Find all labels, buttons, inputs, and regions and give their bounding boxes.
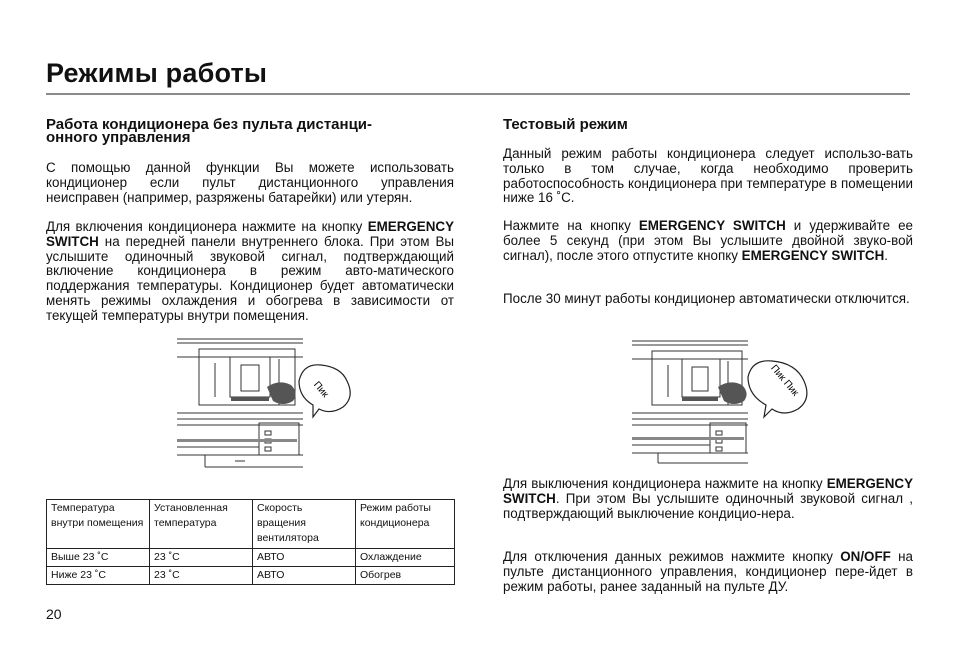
- table-header-cell: Установленная температура: [150, 500, 253, 549]
- table-row: [47, 549, 455, 567]
- table-header-cell: Скорость вращения вентилятора: [253, 500, 356, 549]
- left-paragraph-2-text-b: на передней панели внутреннего блока. При этом Вы услышите одиночный звуковой сигнал, подтверждающий включение кондиционера в режим авто-матического поддержания температуры. Кондиционер будет автоматически менять режимы охлаждения и обогрева в зависимости от текущей температуры внутри помещения.: [46, 233, 454, 323]
- table-header-row: [47, 500, 455, 549]
- title-divider: [46, 93, 910, 95]
- right-paragraph-4: [503, 477, 913, 521]
- right-paragraph-2: [503, 219, 913, 263]
- page-title: Режимы работы: [46, 58, 268, 88]
- right-paragraph-2-text-b: и удерживайте ее более 5 секунд (при этом Вы услышите двойной звуко-вой сигнал), после этого отпустите кнопку: [503, 218, 913, 263]
- emergency-switch-label: EMERGENCY SWITCH: [503, 476, 913, 506]
- left-paragraph-2-text-a: Для включения кондиционера нажмите на кнопку: [46, 219, 368, 234]
- right-paragraph-5-text-a: Для отключения данных режимов нажмите кнопку: [503, 549, 841, 564]
- right-paragraph-3: После 30 минут работы кондиционер автоматически отключится.: [503, 291, 910, 306]
- right-paragraph-4-text-b: . При этом Вы услышите одиночный звуковой сигнал , подтверждающий выключение кондицио-нера.: [503, 490, 913, 521]
- table-cell: Ниже 23 ˚С: [47, 567, 150, 585]
- table-row: [47, 567, 455, 585]
- emergency-switch-label: EMERGENCY SWITCH: [741, 247, 885, 263]
- left-paragraph-2: [46, 220, 454, 324]
- right-paragraph-1: Данный режим работы кондиционера следует использо-вать только в том случае, когда необходимо проверить работоспособность кондиционера при температуре в помещении ниже 16 ˚С.: [503, 146, 913, 206]
- mode-table: [46, 499, 455, 585]
- table-cell: Охлаждение: [356, 549, 455, 567]
- right-paragraph-5: [503, 550, 913, 594]
- bubble-text: Пик: [310, 379, 331, 400]
- table-cell: 23 ˚С: [150, 567, 253, 585]
- right-paragraph-5-text-b: на пульте дистанционного управления, кондиционер пере-йдет в режим работы, ранее заданный на пульте ДУ.: [503, 549, 913, 594]
- page-number: 20: [46, 606, 62, 622]
- table-cell: Выше 23 ˚С: [47, 549, 150, 567]
- pressing-finger-icon: [267, 382, 296, 404]
- table-cell: АВТО: [253, 567, 356, 585]
- table-cell: 23 ˚С: [150, 549, 253, 567]
- table-cell: Обогрев: [356, 567, 455, 585]
- left-heading-line2: онного управления: [46, 129, 191, 146]
- table-header-cell: Температура внутри помещения: [47, 500, 150, 549]
- emergency-switch-label: EMERGENCY SWITCH: [46, 219, 454, 249]
- right-paragraph-4-text-a: Для выключения кондиционера нажмите на кнопку: [503, 476, 827, 491]
- right-paragraph-2-text-a: Нажмите на кнопку: [503, 218, 639, 233]
- on-off-label: ON/OFF: [840, 549, 891, 564]
- right-paragraph-2-text-c: .: [884, 247, 888, 263]
- left-section-heading: [46, 118, 454, 144]
- indoor-unit-illustration-right: [630, 337, 820, 467]
- pressing-finger-icon: [718, 382, 747, 404]
- table-header-cell: Режим работы кондиционера: [356, 500, 455, 549]
- table-cell: АВТО: [253, 549, 356, 567]
- indoor-unit-illustration-left: [175, 335, 375, 470]
- left-heading-line1: Работа кондиционера без пульта дистанци-: [46, 116, 373, 133]
- left-paragraph-1: С помощью данной функции Вы можете использовать кондиционер если пульт дистанционного управления неисправен (например, разряжены батарейки) или утерян.: [46, 160, 454, 205]
- bubble-text: Пик Пик: [768, 362, 801, 399]
- emergency-switch-label: EMERGENCY SWITCH: [638, 218, 786, 233]
- right-section-heading: Тестовый режим: [503, 116, 628, 133]
